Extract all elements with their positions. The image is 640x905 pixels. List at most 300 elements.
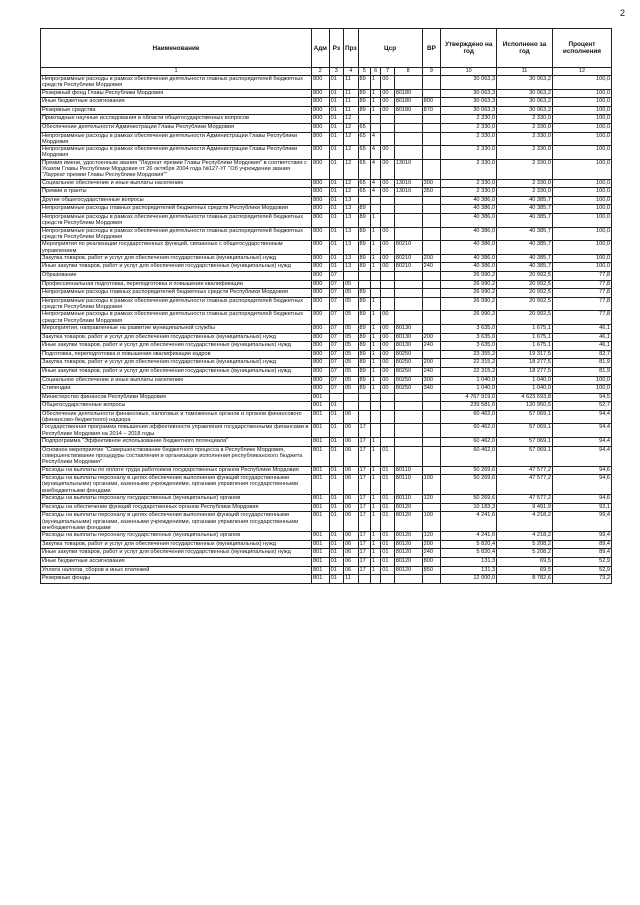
row-csr-3: [381, 123, 394, 132]
row-csr-4: [394, 289, 422, 298]
row-percent: 100,0: [552, 132, 611, 146]
row-done: 20 992,5: [497, 289, 553, 298]
row-adm: 800: [312, 350, 330, 359]
column-number: 6: [370, 68, 380, 76]
row-rz: 07: [329, 333, 343, 342]
table-row: [41, 333, 612, 342]
row-rz: 07: [329, 385, 343, 394]
row-vr: 870: [422, 106, 441, 115]
row-done: 2 330,0: [497, 159, 553, 179]
row-csr-1: 65: [358, 159, 370, 179]
row-csr-3: 00: [381, 350, 394, 359]
row-csr-3: 01: [381, 446, 394, 466]
row-rz: 01: [329, 241, 343, 255]
row-prz: 06: [344, 566, 358, 575]
header-name: Наименование: [41, 29, 312, 68]
row-csr-3: [381, 115, 394, 124]
row-adm: 800: [312, 271, 330, 280]
row-plan: 50 269,6: [441, 475, 497, 495]
row-csr-4: 80210: [394, 254, 422, 263]
row-percent: 94,4: [552, 446, 611, 466]
row-csr-4: 80250: [394, 367, 422, 376]
row-plan: 22 315,2: [441, 367, 497, 376]
row-csr-2: [370, 289, 380, 298]
row-csr-2: 1: [370, 333, 380, 342]
table-row: [41, 532, 612, 541]
row-csr-1: [358, 410, 370, 424]
row-plan: 3 635,0: [441, 324, 497, 333]
row-prz: 12: [344, 115, 358, 124]
row-percent: 100,0: [552, 159, 611, 179]
row-adm: 800: [312, 159, 330, 179]
row-name: Закупка товаров, работ и услуг для обеспечения государственных (муниципальных) нужд: [41, 254, 312, 263]
row-csr-2: 1: [370, 254, 380, 263]
row-prz: [344, 402, 358, 411]
row-adm: 800: [312, 106, 330, 115]
row-name: Непрограммные расходы главных распорядителей бюджетных средств Республики Мордовия: [41, 205, 312, 214]
row-csr-1: 89: [358, 359, 370, 368]
row-csr-4: [394, 132, 422, 146]
row-name: Резервные средства: [41, 106, 312, 115]
row-adm: 800: [312, 367, 330, 376]
row-plan: 1 040,0: [441, 385, 497, 394]
row-done: 47 577,2: [497, 466, 553, 475]
row-adm: 801: [312, 393, 330, 402]
row-prz: 13: [344, 241, 358, 255]
table-row: [41, 410, 612, 424]
row-csr-1: 89: [358, 214, 370, 228]
row-name: Иные закупки товаров, работ и услуг для обеспечения государственных (муниципальных) нужд: [41, 263, 312, 272]
table-row: [41, 446, 612, 466]
row-vr: [422, 402, 441, 411]
row-csr-3: 00: [381, 342, 394, 351]
row-prz: [344, 271, 358, 280]
row-done: 20 992,5: [497, 311, 553, 325]
row-adm: 800: [312, 227, 330, 241]
row-csr-3: 00: [381, 227, 394, 241]
row-adm: 800: [312, 196, 330, 205]
row-adm: 801: [312, 466, 330, 475]
row-csr-4: [394, 311, 422, 325]
row-name: Непрограммные расходы в рамках обеспечения деятельности Администрации Главы Республики Мордовия: [41, 132, 312, 146]
row-csr-1: 17: [358, 549, 370, 558]
row-csr-3: [381, 289, 394, 298]
row-csr-1: [358, 575, 370, 584]
row-percent: 100,0: [552, 188, 611, 197]
column-number: 10: [441, 68, 497, 76]
table-row: [41, 214, 612, 228]
table-row: [41, 241, 612, 255]
row-csr-1: 17: [358, 466, 370, 475]
row-name: Министерство финансов Республики Мордовия: [41, 393, 312, 402]
row-vr: 240: [422, 367, 441, 376]
row-adm: 801: [312, 540, 330, 549]
row-vr: [422, 424, 441, 438]
row-done: 20 992,5: [497, 271, 553, 280]
row-done: 57 069,1: [497, 438, 553, 447]
row-vr: [422, 324, 441, 333]
row-rz: 01: [329, 424, 343, 438]
row-prz: 13: [344, 254, 358, 263]
row-plan: 40 386,0: [441, 241, 497, 255]
row-vr: [422, 438, 441, 447]
row-csr-4: 80130: [394, 324, 422, 333]
row-csr-4: 80180: [394, 98, 422, 107]
row-plan: 26 990,2: [441, 280, 497, 289]
row-csr-2: 1: [370, 263, 380, 272]
row-rz: 07: [329, 324, 343, 333]
row-csr-1: 17: [358, 557, 370, 566]
row-rz: 01: [329, 446, 343, 466]
row-done: 40 385,7: [497, 227, 553, 241]
row-adm: 800: [312, 324, 330, 333]
row-plan: 26 990,2: [441, 311, 497, 325]
row-done: 40 385,7: [497, 263, 553, 272]
row-rz: 07: [329, 289, 343, 298]
row-done: 4 218,2: [497, 512, 553, 532]
row-rz: 01: [329, 146, 343, 160]
row-vr: [422, 89, 441, 98]
row-vr: 300: [422, 179, 441, 188]
row-done: 8 782,6: [497, 575, 553, 584]
row-vr: 120: [422, 495, 441, 504]
row-vr: 850: [422, 566, 441, 575]
row-plan: 131,3: [441, 557, 497, 566]
table-row: [41, 132, 612, 146]
row-adm: 801: [312, 532, 330, 541]
row-prz: 06: [344, 410, 358, 424]
row-prz: 12: [344, 188, 358, 197]
row-vr: 200: [422, 540, 441, 549]
row-name: Иные закупки товаров, работ и услуг для обеспечения государственных (муниципальных) нужд: [41, 549, 312, 558]
row-csr-1: 89: [358, 324, 370, 333]
row-vr: [422, 446, 441, 466]
row-rz: 01: [329, 263, 343, 272]
column-number: 8: [394, 68, 422, 76]
row-vr: [422, 271, 441, 280]
row-done: 30 063,2: [497, 76, 553, 90]
table-row: [41, 438, 612, 447]
row-done: 1 675,1: [497, 342, 553, 351]
row-rz: 01: [329, 532, 343, 541]
row-csr-4: 13010: [394, 159, 422, 179]
row-adm: 801: [312, 503, 330, 512]
row-csr-1: 17: [358, 512, 370, 532]
row-done: 120 950,5: [497, 402, 553, 411]
row-name: Иные бюджетные ассигнования: [41, 98, 312, 107]
row-csr-3: [381, 297, 394, 311]
row-percent: 93,1: [552, 503, 611, 512]
row-adm: 801: [312, 512, 330, 532]
row-rz: 01: [329, 566, 343, 575]
row-csr-2: 4: [370, 132, 380, 146]
row-csr-3: [381, 205, 394, 214]
row-percent: 46,1: [552, 324, 611, 333]
row-adm: 801: [312, 402, 330, 411]
row-csr-1: 17: [358, 540, 370, 549]
column-number: 1: [41, 68, 312, 76]
row-csr-2: 4: [370, 179, 380, 188]
row-csr-4: 80180: [394, 89, 422, 98]
row-prz: 06: [344, 512, 358, 532]
row-prz: 05: [344, 350, 358, 359]
row-csr-1: 17: [358, 424, 370, 438]
row-adm: 800: [312, 359, 330, 368]
row-percent: 94,5: [552, 393, 611, 402]
row-prz: 06: [344, 475, 358, 495]
row-csr-1: [358, 271, 370, 280]
row-csr-3: 01: [381, 540, 394, 549]
row-csr-2: 1: [370, 106, 380, 115]
row-rz: 01: [329, 549, 343, 558]
row-csr-3: 01: [381, 495, 394, 504]
row-prz: 13: [344, 205, 358, 214]
row-csr-3: [381, 393, 394, 402]
row-percent: 89,4: [552, 549, 611, 558]
row-done: 40 385,7: [497, 196, 553, 205]
row-adm: 801: [312, 424, 330, 438]
row-percent: 100,0: [552, 196, 611, 205]
row-plan: 4 241,6: [441, 512, 497, 532]
row-name: Стипендии: [41, 385, 312, 394]
row-adm: 801: [312, 410, 330, 424]
row-plan: 30 063,3: [441, 98, 497, 107]
row-csr-2: 1: [370, 98, 380, 107]
row-csr-1: 17: [358, 532, 370, 541]
row-csr-3: 00: [381, 367, 394, 376]
row-prz: 11: [344, 575, 358, 584]
budget-execution-table: [40, 28, 612, 584]
row-prz: 06: [344, 424, 358, 438]
column-number: 9: [422, 68, 441, 76]
row-prz: 12: [344, 132, 358, 146]
row-vr: 240: [422, 342, 441, 351]
column-number: 11: [497, 68, 553, 76]
row-adm: 800: [312, 132, 330, 146]
row-vr: 200: [422, 333, 441, 342]
table-row: [41, 385, 612, 394]
header-done: Исполнено за год: [497, 29, 553, 68]
row-csr-3: [381, 410, 394, 424]
row-rz: 01: [329, 575, 343, 584]
row-prz: 12: [344, 146, 358, 160]
row-prz: 11: [344, 106, 358, 115]
row-name: Закупка товаров, работ и услуг для обеспечения государственных (муниципальных) нужд: [41, 359, 312, 368]
row-prz: 05: [344, 376, 358, 385]
row-csr-3: 00: [381, 188, 394, 197]
row-csr-3: 01: [381, 466, 394, 475]
row-prz: 05: [344, 333, 358, 342]
row-csr-4: 80250: [394, 350, 422, 359]
row-csr-3: 01: [381, 549, 394, 558]
row-plan: 26 990,2: [441, 297, 497, 311]
row-vr: [422, 241, 441, 255]
row-rz: 01: [329, 76, 343, 90]
row-done: 1 675,1: [497, 333, 553, 342]
row-csr-2: 1: [370, 350, 380, 359]
row-csr-1: 65: [358, 132, 370, 146]
row-csr-4: [394, 115, 422, 124]
row-csr-4: [394, 271, 422, 280]
row-csr-1: 89: [358, 289, 370, 298]
row-csr-2: 1: [370, 342, 380, 351]
row-name: Подпрограмма "Эффективное использование бюджетного потенциала": [41, 438, 312, 447]
row-prz: 06: [344, 540, 358, 549]
row-plan: 26 990,2: [441, 271, 497, 280]
row-rz: 07: [329, 271, 343, 280]
row-csr-2: 1: [370, 446, 380, 466]
row-csr-3: 00: [381, 254, 394, 263]
row-adm: 800: [312, 280, 330, 289]
row-csr-1: 89: [358, 76, 370, 90]
row-csr-1: [358, 393, 370, 402]
row-rz: 01: [329, 495, 343, 504]
column-number: 3: [329, 68, 343, 76]
row-prz: 05: [344, 311, 358, 325]
row-plan: 3 635,0: [441, 342, 497, 351]
row-csr-2: 1: [370, 359, 380, 368]
row-name: Премия имени, удостоенным звания "Лауреат премии Главы Республики Мордовия" в соответствии с Указом Главы Республики Мордовия от 26 октября 2004 года №127-УГ "Об учреждении звания "Лауреат премии Главы Республики Мордовия"": [41, 159, 312, 179]
row-done: 57 069,1: [497, 424, 553, 438]
table-row: [41, 263, 612, 272]
row-name: Непрограммные расходы в рамках обеспечения деятельности главных распорядителей бюджетных средств Республики Мордовия: [41, 76, 312, 90]
row-vr: 240: [422, 549, 441, 558]
row-name: Другие общегосударственные вопросы: [41, 196, 312, 205]
table-row: [41, 271, 612, 280]
table-row: [41, 350, 612, 359]
row-percent: 52,9: [552, 566, 611, 575]
row-done: 5 208,2: [497, 549, 553, 558]
column-number: 5: [358, 68, 370, 76]
row-name: Социальное обеспечение и иные выплаты населению: [41, 376, 312, 385]
row-plan: 30 063,3: [441, 106, 497, 115]
row-csr-1: 89: [358, 241, 370, 255]
table-row: [41, 575, 612, 584]
table-row: [41, 359, 612, 368]
row-name: Расходы на выплаты по оплате труда работников государственных органов Республики Мордовия: [41, 466, 312, 475]
row-csr-2: [370, 393, 380, 402]
row-csr-1: 65: [358, 146, 370, 160]
row-plan: 10 183,3: [441, 503, 497, 512]
row-csr-4: 80250: [394, 385, 422, 394]
table-row: [41, 466, 612, 475]
row-vr: [422, 289, 441, 298]
row-csr-2: 1: [370, 466, 380, 475]
row-name: Непрограммные расходы в рамках обеспечения деятельности главных распорядителей бюджетных средств Республики Мордовия: [41, 311, 312, 325]
row-percent: 100,0: [552, 214, 611, 228]
row-csr-2: 1: [370, 495, 380, 504]
row-prz: 13: [344, 227, 358, 241]
row-rz: 01: [329, 254, 343, 263]
row-done: 2 330,0: [497, 146, 553, 160]
row-done: 20 992,5: [497, 297, 553, 311]
row-done: 57 069,1: [497, 446, 553, 466]
row-csr-4: 80120: [394, 503, 422, 512]
row-vr: [422, 280, 441, 289]
row-name: Резервные фонды: [41, 575, 312, 584]
row-percent: 89,4: [552, 540, 611, 549]
row-csr-2: 1: [370, 241, 380, 255]
row-csr-1: 89: [358, 263, 370, 272]
row-csr-4: 13010: [394, 188, 422, 197]
row-csr-1: [358, 402, 370, 411]
row-name: Непрограммные расходы в рамках обеспечения деятельности главных распорядителей бюджетных средств Республики Мордовия: [41, 297, 312, 311]
row-plan: 40 386,0: [441, 227, 497, 241]
row-csr-4: [394, 410, 422, 424]
row-vr: [422, 227, 441, 241]
row-csr-4: [394, 438, 422, 447]
row-rz: 07: [329, 297, 343, 311]
row-name: Непрограммные расходы главных распорядителей бюджетных средств Республики Мордовия: [41, 289, 312, 298]
row-csr-4: [394, 575, 422, 584]
row-vr: [422, 297, 441, 311]
row-plan: 2 330,0: [441, 159, 497, 179]
row-plan: 60 462,0: [441, 424, 497, 438]
row-csr-4: 80210: [394, 241, 422, 255]
table-row: [41, 115, 612, 124]
table-row: [41, 475, 612, 495]
row-name: Общегосударственные вопросы: [41, 402, 312, 411]
row-adm: 801: [312, 495, 330, 504]
row-csr-1: 89: [358, 311, 370, 325]
row-csr-4: [394, 424, 422, 438]
header-percent: Процент исполнения: [552, 29, 611, 68]
row-csr-2: 1: [370, 89, 380, 98]
table-row: [41, 98, 612, 107]
row-percent: 100,0: [552, 179, 611, 188]
row-rz: 01: [329, 115, 343, 124]
row-csr-2: 4: [370, 146, 380, 160]
row-name: Иные бюджетные ассигнования: [41, 557, 312, 566]
row-done: 2 330,0: [497, 132, 553, 146]
row-name: Обеспечение деятельности финансовых, налоговых и таможенных органов и органов финансового (финансово-бюджетного) надзора: [41, 410, 312, 424]
row-percent: 52,9: [552, 557, 611, 566]
row-percent: 100,0: [552, 123, 611, 132]
row-vr: [422, 503, 441, 512]
row-vr: 800: [422, 98, 441, 107]
row-prz: 05: [344, 367, 358, 376]
row-csr-3: 00: [381, 376, 394, 385]
row-csr-4: 80110: [394, 495, 422, 504]
row-plan: 60 462,0: [441, 438, 497, 447]
row-vr: [422, 196, 441, 205]
row-prz: 13: [344, 214, 358, 228]
row-prz: 06: [344, 532, 358, 541]
table-row: [41, 179, 612, 188]
row-vr: 120: [422, 532, 441, 541]
row-adm: 801: [312, 475, 330, 495]
row-name: Государственная программа повышения эффективности управления государственными финансами в Республике Мордовия на 2014 – 2018 годы: [41, 424, 312, 438]
row-done: 40 385,7: [497, 241, 553, 255]
row-prz: 05: [344, 359, 358, 368]
row-percent: 82,7: [552, 350, 611, 359]
row-rz: 01: [329, 227, 343, 241]
row-adm: 801: [312, 549, 330, 558]
row-done: 2 330,0: [497, 188, 553, 197]
row-adm: 800: [312, 76, 330, 90]
table-row: [41, 495, 612, 504]
header-vr: ВР: [422, 29, 441, 68]
row-adm: 801: [312, 566, 330, 575]
row-csr-2: [370, 205, 380, 214]
row-percent: 52,7: [552, 402, 611, 411]
row-plan: 1 040,0: [441, 376, 497, 385]
table-row: [41, 297, 612, 311]
row-name: Прикладные научные исследования в области общегосударственных вопросов: [41, 115, 312, 124]
row-plan: 5 820,4: [441, 549, 497, 558]
row-done: 40 385,7: [497, 214, 553, 228]
row-adm: 800: [312, 311, 330, 325]
